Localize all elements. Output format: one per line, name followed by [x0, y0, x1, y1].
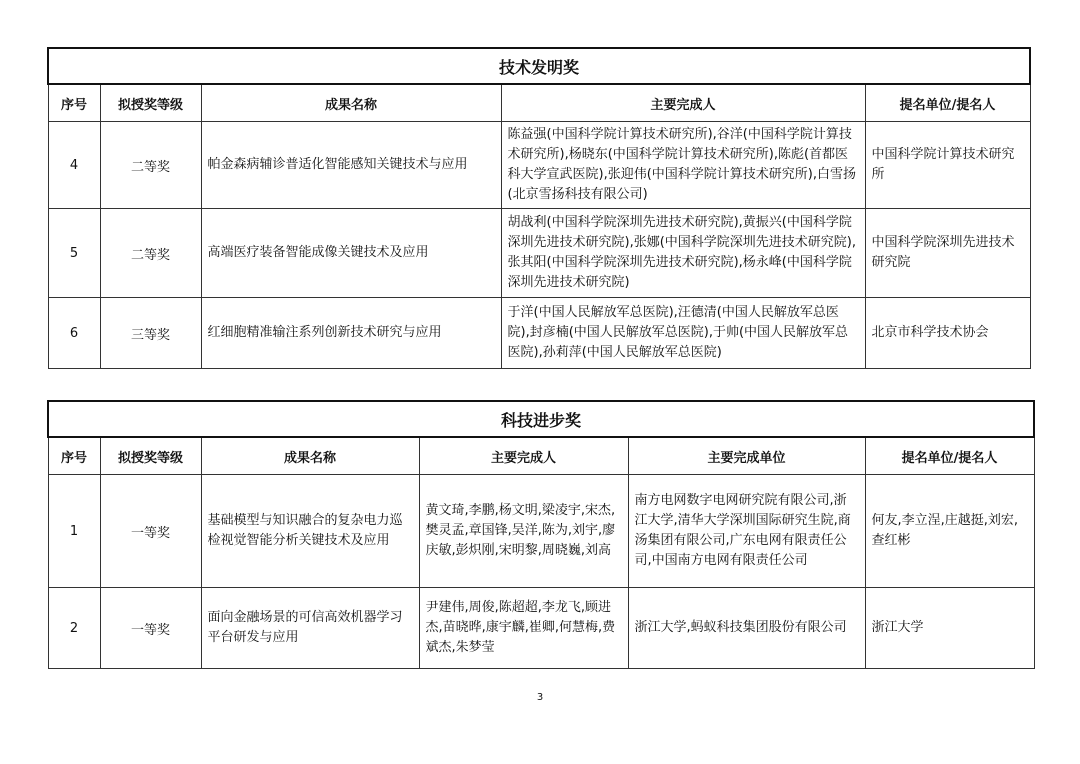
row-number: 1: [48, 475, 100, 588]
table-header-row: [48, 84, 1030, 122]
column-header-achievement: 成果名称: [201, 84, 501, 122]
technology-invention-award-table: [47, 47, 1031, 369]
nominator: 中国科学院计算技术研究所: [865, 122, 1030, 209]
contributors: 黄文琦,李鹏,杨文明,梁凌宇,宋杰,樊灵孟,章国锋,吴洋,陈为,刘宇,廖庆敏,彭炽刚,宋明黎,周晓巍,刘高: [419, 475, 628, 588]
completion-units: 南方电网数字电网研究院有限公司,浙江大学,清华大学深圳国际研究生院,商汤集团有限公司,广东电网有限责任公司,中国南方电网有限责任公司: [628, 475, 865, 588]
table-row: [48, 588, 1034, 669]
table-title-row: [48, 48, 1030, 84]
column-header-number: 序号: [48, 84, 100, 122]
row-number: 6: [48, 298, 100, 369]
column-header-units: 主要完成单位: [628, 437, 865, 475]
achievement-name: 基础模型与知识融合的复杂电力巡检视觉智能分析关键技术及应用: [201, 475, 419, 588]
achievement-name: 红细胞精准输注系列创新技术研究与应用: [201, 298, 501, 369]
nominator: 浙江大学: [865, 588, 1034, 669]
table-row: [48, 209, 1030, 298]
table-row: [48, 122, 1030, 209]
column-header-achievement: 成果名称: [201, 437, 419, 475]
contributors: 陈益强(中国科学院计算技术研究所),谷洋(中国科学院计算技术研究所),杨晓东(中国科学院计算技术研究所),陈彪(首都医科大学宣武医院),张迎伟(中国科学院计算技术研究所),白雪扬(北京雪扬科技有限公司): [501, 122, 865, 209]
row-number: 2: [48, 588, 100, 669]
achievement-name: 面向金融场景的可信高效机器学习平台研发与应用: [201, 588, 419, 669]
award-grade: 一等奖: [100, 588, 201, 669]
column-header-contributors: 主要完成人: [419, 437, 628, 475]
table-header-row: [48, 437, 1034, 475]
column-header-grade: 拟授奖等级: [100, 437, 201, 475]
nominator: 北京市科学技术协会: [865, 298, 1030, 369]
column-header-nominator: 提名单位/提名人: [865, 84, 1030, 122]
table-row: [48, 475, 1034, 588]
column-header-number: 序号: [48, 437, 100, 475]
award-grade: 三等奖: [100, 298, 201, 369]
column-header-contributors: 主要完成人: [501, 84, 865, 122]
contributors: 胡战利(中国科学院深圳先进技术研究院),黄振兴(中国科学院深圳先进技术研究院),张娜(中国科学院深圳先进技术研究院),张其阳(中国科学院深圳先进技术研究院),杨永峰(中国科学院深圳先进技术研究院): [501, 209, 865, 298]
contributors: 尹建伟,周俊,陈超超,李龙飞,顾进杰,苗晓晔,康宇麟,崔卿,何慧梅,费斌杰,朱梦莹: [419, 588, 628, 669]
section-title: 技术发明奖: [48, 48, 1030, 84]
award-grade: 一等奖: [100, 475, 201, 588]
nominator: 何友,李立浧,庄越挺,刘宏,查红彬: [865, 475, 1034, 588]
table-title-row: [48, 401, 1034, 437]
nominator: 中国科学院深圳先进技术研究院: [865, 209, 1030, 298]
section-title: 科技进步奖: [48, 401, 1034, 437]
column-header-nominator: 提名单位/提名人: [865, 437, 1034, 475]
contributors: 于洋(中国人民解放军总医院),汪德清(中国人民解放军总医院),封彦楠(中国人民解放军总医院),于帅(中国人民解放军总医院),孙莉萍(中国人民解放军总医院): [501, 298, 865, 369]
sci-tech-progress-award-table: [47, 400, 1035, 669]
achievement-name: 帕金森病辅诊普适化智能感知关键技术与应用: [201, 122, 501, 209]
completion-units: 浙江大学,蚂蚁科技集团股份有限公司: [628, 588, 865, 669]
page-number: 3: [536, 692, 544, 703]
row-number: 5: [48, 209, 100, 298]
achievement-name: 高端医疗装备智能成像关键技术及应用: [201, 209, 501, 298]
table-row: [48, 298, 1030, 369]
row-number: 4: [48, 122, 100, 209]
award-grade: 二等奖: [100, 209, 201, 298]
column-header-grade: 拟授奖等级: [100, 84, 201, 122]
award-grade: 二等奖: [100, 122, 201, 209]
